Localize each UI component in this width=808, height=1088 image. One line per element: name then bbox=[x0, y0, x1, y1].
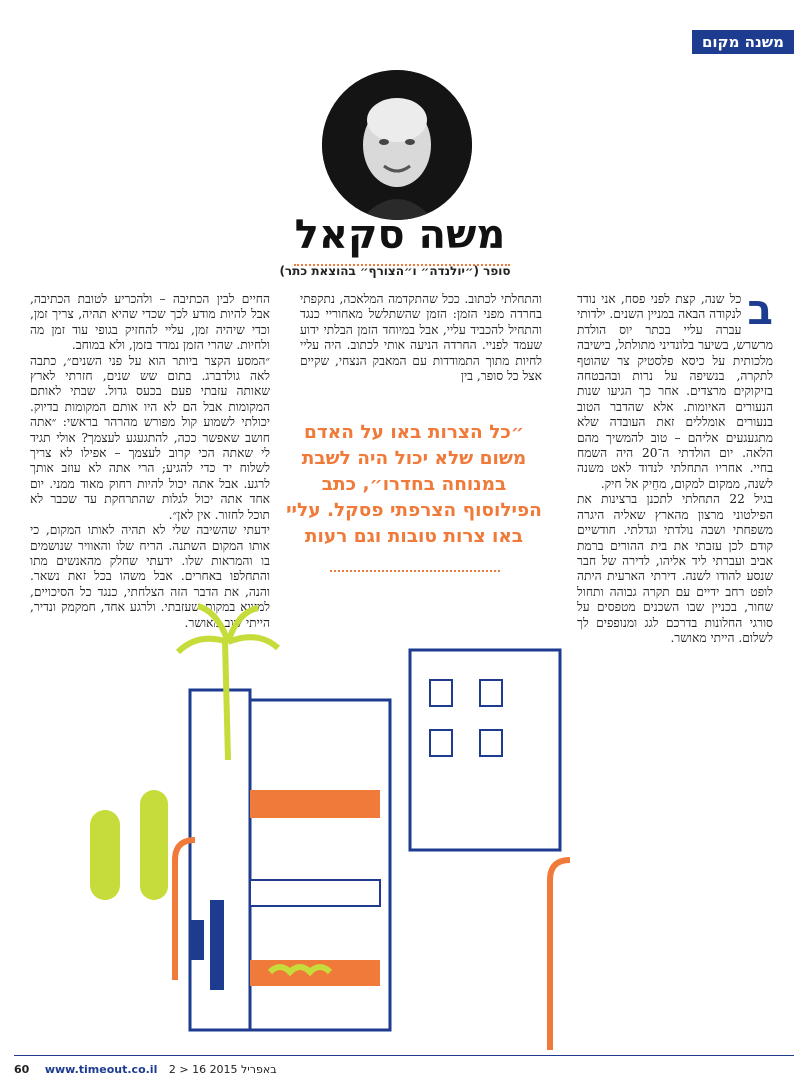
page-number: 60 bbox=[14, 1063, 30, 1076]
column-2-paragraph: והתחלתי לכתוב. ככל שהתקדמה המלאכה, נתקפתי בחרדה מפני הזמן: הזמן שהשתלשל מאחוריי כנגד והתחיל להכביד עליי, אבל במיוחד הזמן הבלתי ידוע שעמד לפניי. החרדה הניעה אותי לכתוב. היה עליי לחיות מתוך התמודדות עם המאבק הנצחי, שקיים אצל כל סופר, בין bbox=[300, 292, 542, 384]
author-byline: סופר (״יולנדה״ ו״הצורף״ בהוצאת כתר) bbox=[279, 264, 511, 278]
column-3-paragraph-2: ״המסע הקצר ביותר הוא על פני השנים״, כתבה לאה גולדברג. בתום שש שנים, חזרתי לארץ שאותה עזבתי פעם בכעס גדול. שבתי לאותם המקומות אבל הם לא היו אותם המקומות בדיוק. יכולתי לשמוע קול מפורש מהרהר בראשי: ״אתה חושב שאפשר ככה, להתגעגע לעצמך? אולי תגיד לי שאתה הכי קרוב לעצמך – אפילו לא צריך לשלוח יד כדי להגיע; הרי אתה לא עוזב אותך לרגע. אבל אתה יכול להיות רחוק מאוד ממני. יום אחד אתה יכול לגלות שהתרחקת עד שכבר לא תוכל לחזור. אין לאן״. bbox=[30, 353, 270, 522]
column-3-paragraph-1: החיים לבין הכתיבה – ולהכריע לטובת הכתיבה, אבל להיות מודע לכך שכדי שהיא תהיה, צריך זמן, וכדי שיהיה זמן, עליי להחזיק בגופי עוד זמן מה ולחיות. שהרי הזמן נמדד בזמן, ולא במוחב. bbox=[30, 292, 270, 353]
author-portrait bbox=[322, 70, 472, 220]
pull-quote: ״כל הצרות באו על האדם משום שלא יכול היה לשבת במנוחה בחדרו״, כתב הפילוסוף הצרפתי פסקל. עליי באו צרות טובות וגם רעות bbox=[286, 422, 542, 547]
issue-dates: 2 > 16 באפריל 2015 bbox=[168, 1063, 277, 1076]
column-3-paragraph-3: ידעתי שהשיבה שלי לא תהיה לאותו המקום, כי אותו המקום השתנה. הריח שלו והאוויר שנושמים בו והמראות שלו. ידעתי שחלק מהאנשים מתו והתחלפו באחרים. אבל משהו בכל זאת נשאר. והנה, את הדבר הזה הצלחתי, כנגד כל הסיכויים, למצוא במקום שעזבתי. ולרגע אחד, חמקמק ונדיר, הייתי שוב מאושר. bbox=[30, 523, 270, 630]
pull-quote-divider bbox=[330, 570, 500, 572]
author-photo bbox=[322, 70, 472, 220]
page-footer bbox=[14, 1063, 277, 1076]
dropcap: ב bbox=[747, 285, 773, 334]
column-1-paragraph-1: כל שנה, קצת לפני פסח, אני נודד לנקודה הבאה במניין השנים. ילדותי עברה עליי בכתר יוס הולדת מרשרש, בשיער בלונדיני מתולתל, בישיבה מלכותית על כיסא פלסטיק צר שהוטף לתקרה, בנשיפה על נרות ובהבטחה בזיקוקים מרצדים. אחר כך הגיעו שנות הנעורים האיומות. אלא שהדבר הטוב בנעורים אומללים זאת העובדה שלא מתגעגעים אליהם – טוב להמשיך מהם הלאה. יום הולדתי ה־20 היה השמח בחיי. אחריו התחלתי לנדוד לאט משנה לשנה, ממקום למקום, מחֵיק אל חיק. bbox=[577, 292, 773, 491]
footer-divider bbox=[14, 1055, 794, 1056]
section-tag: משנה מקום bbox=[692, 30, 794, 54]
side-building bbox=[410, 650, 560, 850]
column-1-paragraph-2: בגיל 22 התחלתי לתכנן ברצינות את הפילטוני מרצון מהארץ שאליה היגרה משפחתי ושבה נולדתי וגדלתי. חודשיים קודם לכן עזבתי את בית ההורים ברמת אביב ועברתי ליד אליהו, לדירה של חבר שנסע להודו לשנה. דירתי הארעית היתה לופט רחב ידיים עם תקרה גבוהה ותחול שחור, בכניין שבו השכנים מטפסים על סורגי החלונות בדרכם לגג ומנופפים לך לשלום. הייתי מאושר. bbox=[577, 492, 774, 645]
website: www.timeout.co.il bbox=[44, 1063, 158, 1076]
city-illustration bbox=[50, 580, 610, 1080]
article-column-2 bbox=[300, 292, 542, 384]
author-name: משה סקאל bbox=[294, 212, 506, 258]
